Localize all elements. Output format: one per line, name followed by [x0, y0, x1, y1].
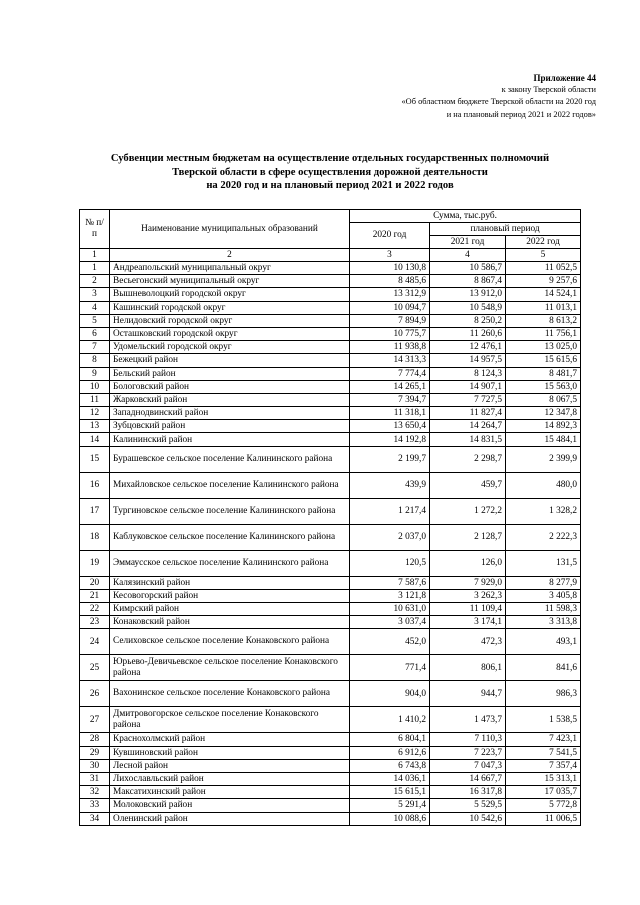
row-value-2021: 14 264,7 [430, 420, 506, 433]
row-value-2020: 452,0 [350, 629, 430, 655]
row-value-2020: 3 121,8 [350, 589, 430, 602]
table-row [80, 603, 581, 616]
row-value-2020: 1 217,4 [350, 498, 430, 524]
column-index: 5 [506, 249, 581, 262]
row-value-2021: 5 529,5 [430, 799, 506, 812]
row-number: 3 [80, 288, 110, 301]
row-value-2022: 7 357,4 [506, 759, 581, 772]
row-name: Бологовский район [110, 380, 350, 393]
row-value-2022: 15 484,1 [506, 433, 581, 446]
row-number: 12 [80, 407, 110, 420]
table-row [80, 446, 581, 472]
row-number: 24 [80, 629, 110, 655]
column-index: 3 [350, 249, 430, 262]
row-number: 23 [80, 616, 110, 629]
row-value-2020: 7 587,6 [350, 576, 430, 589]
row-name: Кашинский городской округ [110, 301, 350, 314]
row-name: Бельский район [110, 367, 350, 380]
row-number: 30 [80, 759, 110, 772]
row-value-2021: 1 272,2 [430, 498, 506, 524]
row-name: Осташковский городской округ [110, 327, 350, 340]
row-value-2021: 8 124,3 [430, 367, 506, 380]
appendix-law: к закону Тверской области [501, 85, 596, 95]
row-value-2020: 7 894,9 [350, 314, 430, 327]
row-value-2020: 10 094,7 [350, 301, 430, 314]
row-name: Калязинский район [110, 576, 350, 589]
row-value-2022: 15 313,1 [506, 772, 581, 785]
row-number: 5 [80, 314, 110, 327]
row-value-2021: 11 260,6 [430, 327, 506, 340]
row-name: Тургиновское сельское поселение Калининского района [110, 498, 350, 524]
table-row [80, 354, 581, 367]
row-value-2021: 3 174,1 [430, 616, 506, 629]
subventions-table [79, 209, 581, 826]
table-row [80, 616, 581, 629]
row-value-2021: 13 912,0 [430, 288, 506, 301]
row-number: 4 [80, 301, 110, 314]
row-name: Оленинский район [110, 812, 350, 825]
appendix-law-title: «Об областном бюджете Тверской области на 2020 год [401, 97, 596, 107]
row-value-2021: 944,7 [430, 681, 506, 707]
row-number: 29 [80, 746, 110, 759]
row-number: 26 [80, 681, 110, 707]
row-name: Лихославльский район [110, 772, 350, 785]
row-value-2020: 904,0 [350, 681, 430, 707]
row-name: Калининский район [110, 433, 350, 446]
row-name: Зубцовский район [110, 420, 350, 433]
appendix-law-period: и на плановый период 2021 и 2022 годов» [446, 109, 596, 119]
header-planned-period: плановый период [430, 223, 581, 236]
row-value-2022: 986,3 [506, 681, 581, 707]
row-number: 28 [80, 733, 110, 746]
row-value-2020: 7 774,4 [350, 367, 430, 380]
row-value-2022: 14 892,3 [506, 420, 581, 433]
row-value-2021: 126,0 [430, 550, 506, 576]
row-name: Краснохолмский район [110, 733, 350, 746]
row-value-2020: 771,4 [350, 655, 430, 681]
row-value-2021: 7 223,7 [430, 746, 506, 759]
row-number: 27 [80, 707, 110, 733]
row-value-2022: 11 006,5 [506, 812, 581, 825]
row-value-2022: 12 347,8 [506, 407, 581, 420]
row-value-2020: 6 912,6 [350, 746, 430, 759]
row-value-2021: 16 317,8 [430, 786, 506, 799]
row-name: Бежецкий район [110, 354, 350, 367]
row-value-2021: 10 586,7 [430, 262, 506, 275]
column-index-row [80, 249, 581, 262]
row-value-2020: 10 088,6 [350, 812, 430, 825]
row-number: 8 [80, 354, 110, 367]
row-name: Дмитровогорское сельское поселение Конаковского района [110, 707, 350, 733]
row-value-2020: 8 485,6 [350, 275, 430, 288]
row-value-2022: 15 615,6 [506, 354, 581, 367]
table-row [80, 367, 581, 380]
row-value-2022: 8 481,7 [506, 367, 581, 380]
row-value-2022: 15 563,0 [506, 380, 581, 393]
table-row [80, 420, 581, 433]
header-2021: 2021 год [430, 236, 506, 249]
row-value-2021: 2 128,7 [430, 524, 506, 550]
row-value-2022: 3 313,8 [506, 616, 581, 629]
table-row [80, 301, 581, 314]
table-row [80, 498, 581, 524]
table-row [80, 524, 581, 550]
row-number: 25 [80, 655, 110, 681]
row-value-2020: 14 313,3 [350, 354, 430, 367]
table-row [80, 327, 581, 340]
table-row [80, 288, 581, 301]
row-number: 20 [80, 576, 110, 589]
header-sum: Сумма, тыс.руб. [350, 210, 581, 223]
row-number: 14 [80, 433, 110, 446]
row-number: 6 [80, 327, 110, 340]
row-number: 7 [80, 341, 110, 354]
row-value-2020: 5 291,4 [350, 799, 430, 812]
table-row [80, 433, 581, 446]
row-value-2021: 10 542,6 [430, 812, 506, 825]
row-number: 13 [80, 420, 110, 433]
row-name: Нелидовский городской округ [110, 314, 350, 327]
row-value-2020: 10 130,8 [350, 262, 430, 275]
row-number: 2 [80, 275, 110, 288]
table-row [80, 733, 581, 746]
row-value-2022: 14 524,1 [506, 288, 581, 301]
table-row [80, 707, 581, 733]
row-value-2020: 7 394,7 [350, 393, 430, 406]
row-value-2020: 2 037,0 [350, 524, 430, 550]
row-value-2022: 8 613,2 [506, 314, 581, 327]
row-name: Вахонинское сельское поселение Конаковского района [110, 681, 350, 707]
table-row [80, 812, 581, 825]
row-number: 1 [80, 262, 110, 275]
row-value-2021: 806,1 [430, 655, 506, 681]
row-value-2021: 1 473,7 [430, 707, 506, 733]
table-row [80, 262, 581, 275]
table-body [80, 262, 581, 826]
row-value-2020: 11 318,1 [350, 407, 430, 420]
row-value-2022: 493,1 [506, 629, 581, 655]
row-value-2022: 3 405,8 [506, 589, 581, 602]
row-value-2020: 10 631,0 [350, 603, 430, 616]
table-row [80, 275, 581, 288]
table-row [80, 407, 581, 420]
row-name: Андреапольский муниципальный округ [110, 262, 350, 275]
title-line-1: Субвенции местным бюджетам на осуществление отдельных государственных полномочий [110, 153, 550, 164]
row-value-2020: 6 743,8 [350, 759, 430, 772]
row-number: 33 [80, 799, 110, 812]
row-name: Конаковский район [110, 616, 350, 629]
table-row [80, 589, 581, 602]
row-name: Весьегонский муниципальный округ [110, 275, 350, 288]
row-number: 21 [80, 589, 110, 602]
row-value-2022: 2 399,9 [506, 446, 581, 472]
table-row [80, 786, 581, 799]
row-value-2021: 14 667,7 [430, 772, 506, 785]
row-value-2022: 11 013,1 [506, 301, 581, 314]
row-value-2022: 7 423,1 [506, 733, 581, 746]
row-value-2020: 6 804,1 [350, 733, 430, 746]
row-value-2021: 12 476,1 [430, 341, 506, 354]
row-value-2022: 11 052,5 [506, 262, 581, 275]
row-value-2020: 14 036,1 [350, 772, 430, 785]
row-number: 11 [80, 393, 110, 406]
row-value-2022: 1 538,5 [506, 707, 581, 733]
row-value-2021: 472,3 [430, 629, 506, 655]
row-value-2021: 7 047,3 [430, 759, 506, 772]
row-value-2021: 7 727,5 [430, 393, 506, 406]
row-number: 32 [80, 786, 110, 799]
row-name: Михайловское сельское поселение Калининского района [110, 472, 350, 498]
row-name: Кувшиновский район [110, 746, 350, 759]
row-value-2022: 13 025,0 [506, 341, 581, 354]
table-row [80, 772, 581, 785]
header-name: Наименование муниципальных образований [110, 210, 350, 249]
header-number: № п/п [80, 210, 110, 249]
table-row [80, 746, 581, 759]
row-number: 16 [80, 472, 110, 498]
row-name: Кимрский район [110, 603, 350, 616]
row-number: 17 [80, 498, 110, 524]
document-title [60, 152, 600, 193]
row-number: 34 [80, 812, 110, 825]
table-row [80, 550, 581, 576]
row-value-2021: 10 548,9 [430, 301, 506, 314]
appendix-number: Приложение 44 [533, 73, 596, 83]
table-row [80, 799, 581, 812]
row-value-2021: 2 298,7 [430, 446, 506, 472]
row-number: 9 [80, 367, 110, 380]
row-value-2020: 14 265,1 [350, 380, 430, 393]
row-value-2020: 3 037,4 [350, 616, 430, 629]
row-name: Вышневолоцкий городской округ [110, 288, 350, 301]
column-index: 1 [80, 249, 110, 262]
row-value-2022: 7 541,5 [506, 746, 581, 759]
row-value-2021: 7 929,0 [430, 576, 506, 589]
header-2020: 2020 год [350, 223, 430, 249]
row-value-2022: 11 598,3 [506, 603, 581, 616]
row-number: 31 [80, 772, 110, 785]
table-row [80, 759, 581, 772]
row-name: Западнодвинский район [110, 407, 350, 420]
row-value-2020: 11 938,8 [350, 341, 430, 354]
row-number: 22 [80, 603, 110, 616]
row-value-2022: 8 067,5 [506, 393, 581, 406]
column-index: 4 [430, 249, 506, 262]
row-value-2021: 11 827,4 [430, 407, 506, 420]
row-name: Максатихинский район [110, 786, 350, 799]
row-number: 15 [80, 446, 110, 472]
row-name: Юрьево-Девичьевское сельское поселение Конаковского района [110, 655, 350, 681]
row-number: 18 [80, 524, 110, 550]
row-name: Каблуковское сельское поселение Калининского района [110, 524, 350, 550]
row-value-2022: 5 772,8 [506, 799, 581, 812]
row-name: Удомельский городской округ [110, 341, 350, 354]
row-value-2022: 841,6 [506, 655, 581, 681]
title-line-2: Тверской области в сфере осуществления дорожной деятельности [172, 166, 488, 178]
row-number: 10 [80, 380, 110, 393]
row-value-2020: 13 650,4 [350, 420, 430, 433]
header-2022: 2022 год [506, 236, 581, 249]
row-name: Эммаусское сельское поселение Калининского района [110, 550, 350, 576]
row-value-2022: 1 328,2 [506, 498, 581, 524]
row-value-2020: 2 199,7 [350, 446, 430, 472]
row-value-2022: 11 756,1 [506, 327, 581, 340]
row-value-2022: 2 222,3 [506, 524, 581, 550]
row-value-2022: 480,0 [506, 472, 581, 498]
row-name: Молоковский район [110, 799, 350, 812]
row-name: Жарковский район [110, 393, 350, 406]
row-value-2022: 9 257,6 [506, 275, 581, 288]
row-value-2021: 14 957,5 [430, 354, 506, 367]
row-value-2021: 7 110,3 [430, 733, 506, 746]
row-value-2021: 8 250,2 [430, 314, 506, 327]
table-row [80, 681, 581, 707]
row-value-2020: 10 775,7 [350, 327, 430, 340]
row-value-2021: 459,7 [430, 472, 506, 498]
row-value-2021: 8 867,4 [430, 275, 506, 288]
row-value-2021: 14 831,5 [430, 433, 506, 446]
table-row [80, 393, 581, 406]
row-name: Лесной район [110, 759, 350, 772]
table-row [80, 341, 581, 354]
row-value-2020: 14 192,8 [350, 433, 430, 446]
row-number: 19 [80, 550, 110, 576]
row-value-2022: 17 035,7 [506, 786, 581, 799]
row-name: Бурашевское сельское поселение Калининского района [110, 446, 350, 472]
row-value-2021: 3 262,3 [430, 589, 506, 602]
row-name: Кесовогорский район [110, 589, 350, 602]
row-value-2020: 1 410,2 [350, 707, 430, 733]
row-value-2020: 439,9 [350, 472, 430, 498]
table-row [80, 655, 581, 681]
appendix-header [401, 72, 596, 121]
row-name: Селиховское сельское поселение Конаковского района [110, 629, 350, 655]
row-value-2021: 11 109,4 [430, 603, 506, 616]
row-value-2020: 13 312,9 [350, 288, 430, 301]
row-value-2022: 131,5 [506, 550, 581, 576]
table-row [80, 472, 581, 498]
row-value-2020: 15 615,1 [350, 786, 430, 799]
table-row [80, 576, 581, 589]
column-index: 2 [110, 249, 350, 262]
table-row [80, 314, 581, 327]
row-value-2022: 8 277,9 [506, 576, 581, 589]
row-value-2021: 14 907,1 [430, 380, 506, 393]
title-line-3: на 2020 год и на плановый период 2021 и 2022 годов [206, 180, 454, 191]
row-value-2020: 120,5 [350, 550, 430, 576]
table-row [80, 380, 581, 393]
table-row [80, 629, 581, 655]
